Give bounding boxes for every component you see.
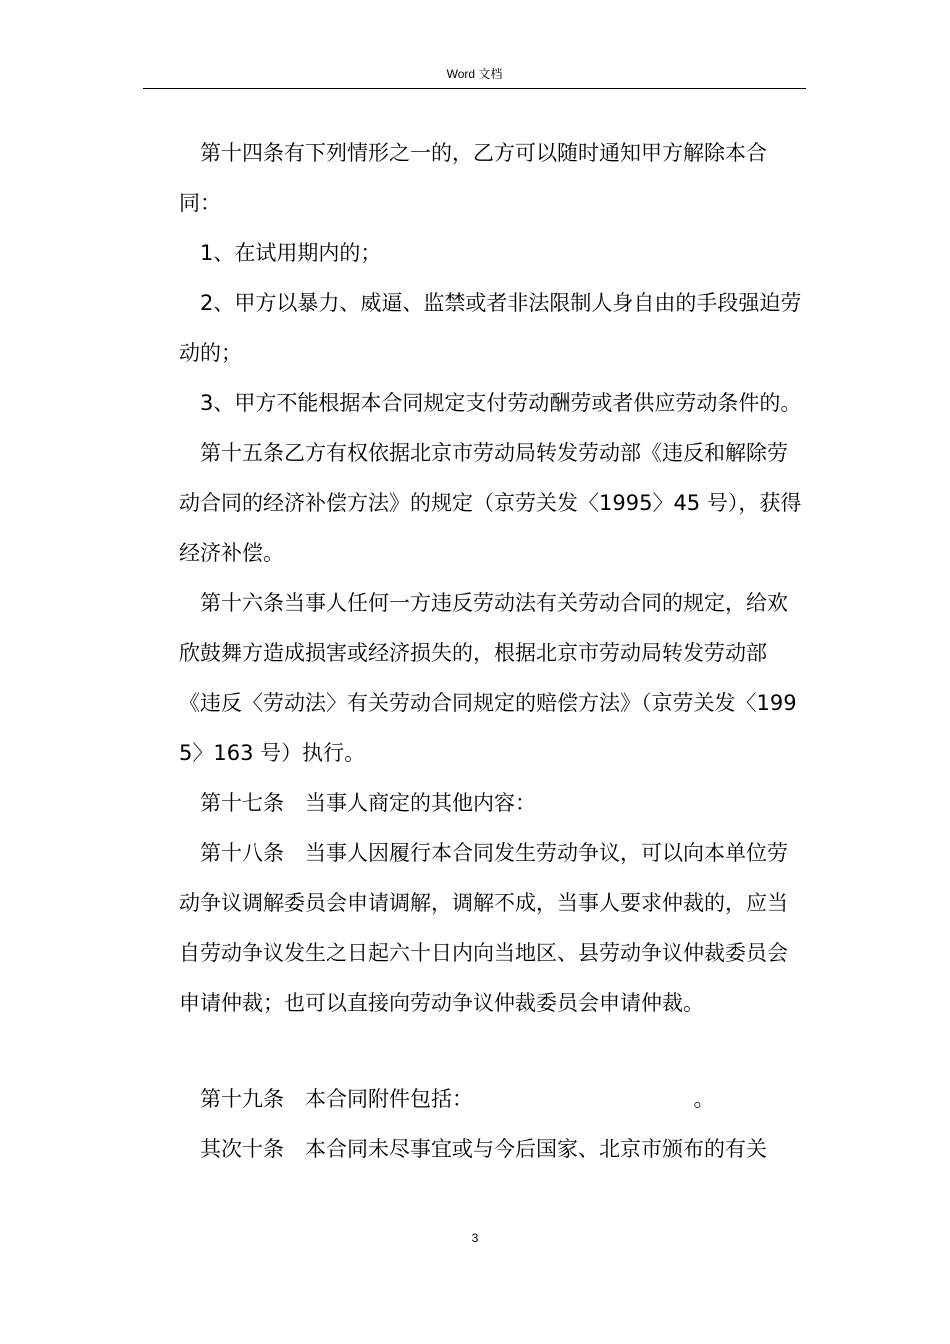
page-header: Word 文档 bbox=[446, 67, 503, 81]
document-body bbox=[179, 128, 806, 1174]
article-18: 第十八条 当事人因履行本合同发生劳动争议，可以向本单位劳动争议调解委员会申请调解，调解不成，当事人要求仲裁的，应当自劳动争议发生之日起六十日内向当地区、县劳动争议仲裁委员会申请仲裁；也可以直接向劳动争议仲裁委员会申请仲裁。 bbox=[179, 841, 788, 1015]
article-15: 第十五条乙方有权依据北京市劳动局转发劳动部《违反和解除劳动合同的经济补偿方法》的规定（京劳关发〈1995〉45 号），获得经济补偿。 bbox=[179, 441, 802, 565]
page-number: 3 bbox=[471, 1231, 479, 1245]
article-14: 第十四条有下列情形之一的，乙方可以随时通知甲方解除本合同： bbox=[179, 141, 767, 215]
article-20: 其次十条 本合同未尽事宜或与今后国家、北京市颁布的有关 bbox=[200, 1137, 767, 1161]
article-14-item-1: 1、在试用期内的； bbox=[200, 241, 382, 265]
header-divider bbox=[143, 88, 806, 89]
article-14-item-2: 2、甲方以暴力、威逼、监禁或者非法限制人身自由的手段强迫劳动的； bbox=[179, 291, 802, 365]
article-14-item-3: 3、甲方不能根据本合同规定支付劳动酬劳或者供应劳动条件的。 bbox=[200, 391, 802, 415]
article-17: 第十七条 当事人商定的其他内容： bbox=[200, 791, 536, 815]
article-16: 第十六条当事人任何一方违反劳动法有关劳动合同的规定，给欢欣鼓舞方造成损害或经济损失的，根据北京市劳动局转发劳动部《违反〈劳动法〉有关劳动合同规定的赔偿方法》（京劳关发〈1995〉163 号）执行。 bbox=[179, 591, 797, 765]
article-19: 第十九条 本合同附件包括： 。 bbox=[200, 1087, 715, 1111]
